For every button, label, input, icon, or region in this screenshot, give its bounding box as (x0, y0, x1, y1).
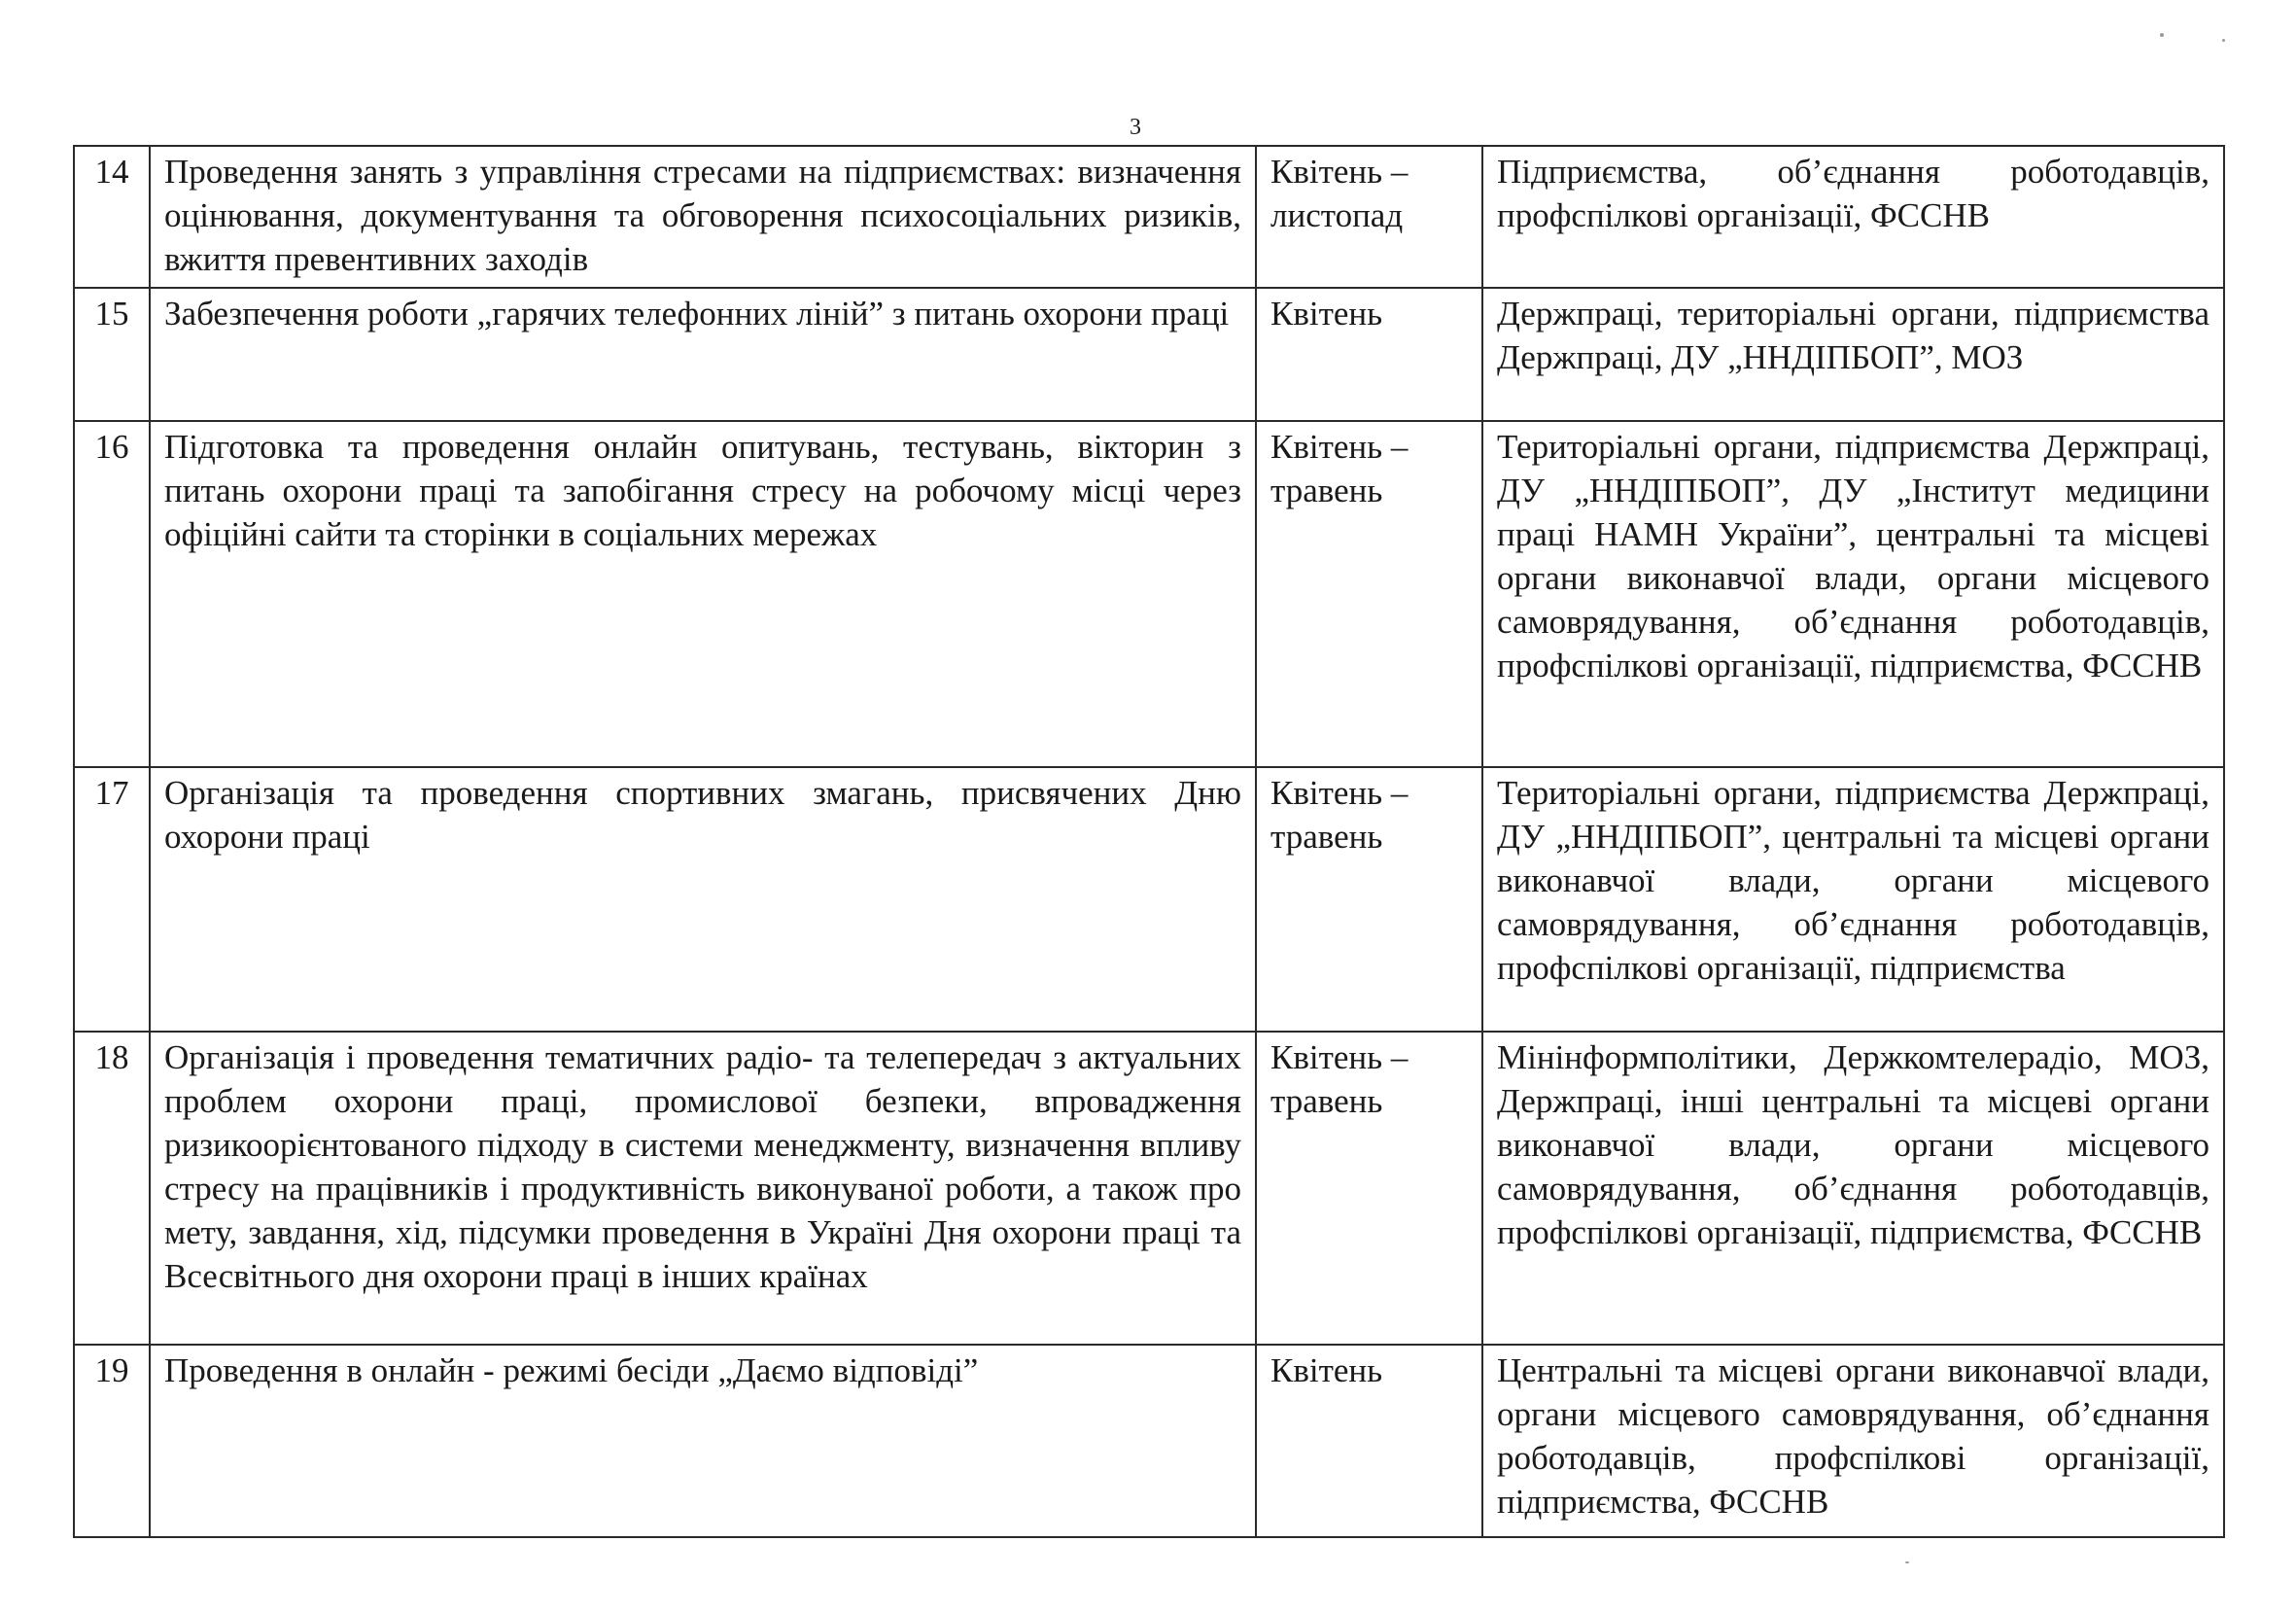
row-number: 17 (74, 767, 150, 1032)
row-number: 19 (74, 1345, 150, 1537)
table-row (74, 288, 2224, 421)
term-cell: Квітень (1256, 288, 1482, 421)
table-row (74, 767, 2224, 1032)
term-cell: Квітень – травень (1256, 421, 1482, 767)
row-number: 15 (74, 288, 150, 421)
scan-speck (2160, 33, 2164, 37)
activity-cell: Організація і проведення тематичних радіо- та телепередач з актуальних проблем охорони праці, промислової безпеки, впровадження ризикоорієнтованого підходу в системи менеджменту, визначення впливу стресу на працівників і продуктивність виконуваної роботи, а також про мету, завдання, хід, підсумки проведення в Україні Дня охорони праці та Всесвітнього дня охорони праці в інших країнах (150, 1032, 1256, 1345)
row-number: 16 (74, 421, 150, 767)
table-row (74, 1032, 2224, 1345)
scan-speck (2222, 39, 2225, 42)
executors-cell: Територіальні органи, підприємства Держпраці, ДУ „ННДІПБОП”, ДУ „Інститут медицини праці НАМН України”, центральні та місцеві органи виконавчої влади, органи місцевого самоврядування, об’єднання роботодавців, профспілкові організації, підприємства, ФССНВ (1482, 421, 2224, 767)
activity-cell: Забезпечення роботи „гарячих телефонних ліній” з питань охорони праці (150, 288, 1256, 421)
executors-cell: Мінінформполітики, Держкомтелерадіо, МОЗ, Держпраці, інші центральні та місцеві органи виконавчої влади, органи місцевого самоврядування, об’єднання роботодавців, профспілкові організації, підприємства, ФССНВ (1482, 1032, 2224, 1345)
row-number: 14 (74, 146, 150, 288)
executors-cell: Підприємства, об’єднання роботодавців, профспілкові організації, ФССНВ (1482, 146, 2224, 288)
activity-cell: Підготовка та проведення онлайн опитувань, тестувань, вікторин з питань охорони праці та запобігання стресу на робочому місці через офіційні сайти та сторінки в соціальних мережах (150, 421, 1256, 767)
executors-cell: Територіальні органи, підприємства Держпраці, ДУ „ННДІПБОП”, центральні та місцеві органи виконавчої влади, органи місцевого самоврядування, об’єднання роботодавців, профспілкові організації, підприємства (1482, 767, 2224, 1032)
activity-cell: Проведення занять з управління стресами на підприємствах: визначення оцінювання, документування та обговорення психосоціальних ризиків, вжиття превентивних заходів (150, 146, 1256, 288)
executors-cell: Держпраці, територіальні органи, підприємства Держпраці, ДУ „ННДІПБОП”, МОЗ (1482, 288, 2224, 421)
term-cell: Квітень – листопад (1256, 146, 1482, 288)
table-row (74, 146, 2224, 288)
activities-table (73, 145, 2225, 1538)
term-cell: Квітень (1256, 1345, 1482, 1537)
executors-cell: Центральні та місцеві органи виконавчої влади, органи місцевого самоврядування, об’єднання роботодавців, профспілкові організації, підприємства, ФССНВ (1482, 1345, 2224, 1537)
scan-speck (1905, 1561, 1909, 1563)
page-number: 3 (1130, 115, 1141, 140)
activity-cell: Організація та проведення спортивних змагань, присвячених Дню охорони праці (150, 767, 1256, 1032)
table-row (74, 1345, 2224, 1537)
row-number: 18 (74, 1032, 150, 1345)
term-cell: Квітень – травень (1256, 767, 1482, 1032)
term-cell: Квітень – травень (1256, 1032, 1482, 1345)
table-row (74, 421, 2224, 767)
activity-cell: Проведення в онлайн - режимі бесіди „Даємо відповіді” (150, 1345, 1256, 1537)
